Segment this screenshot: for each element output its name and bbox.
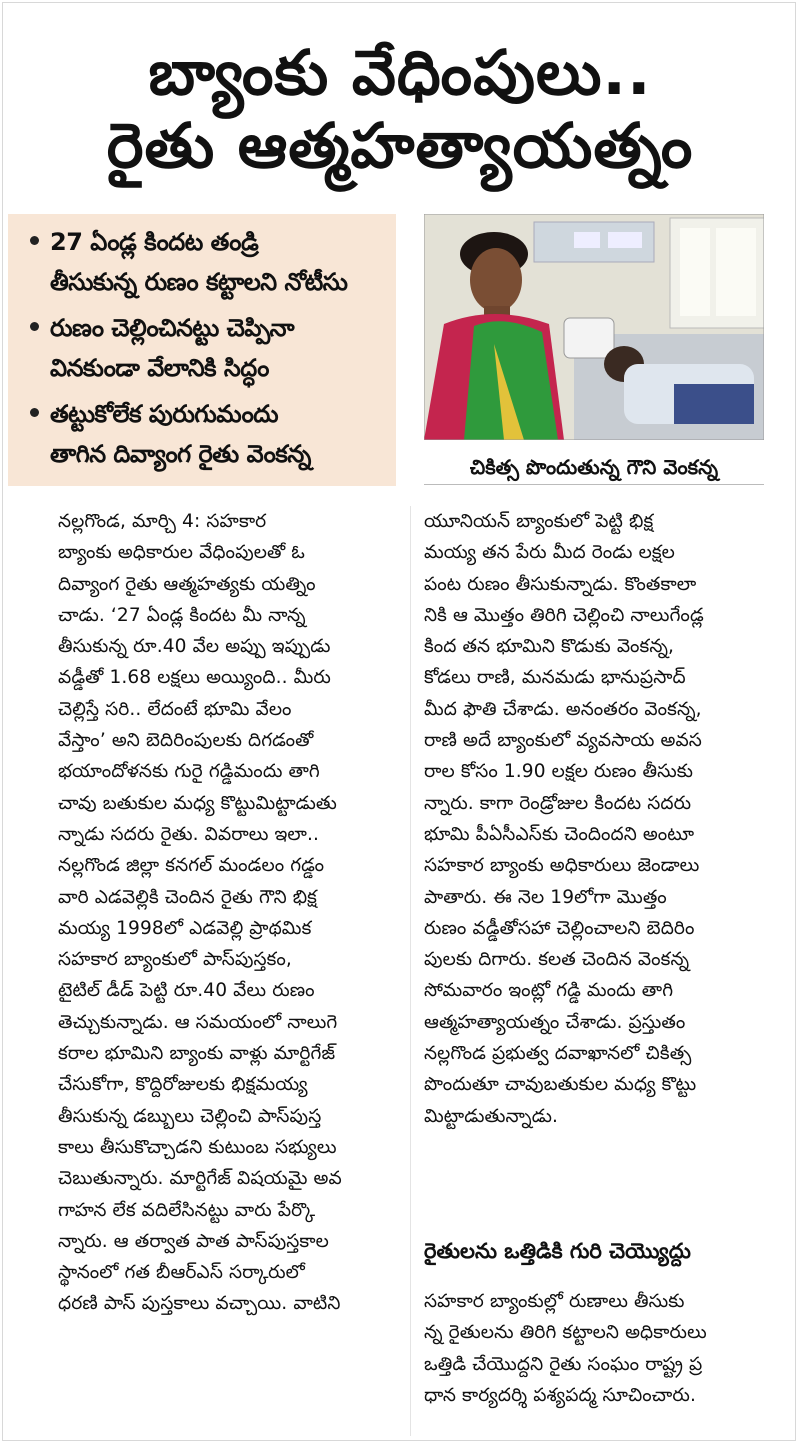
article-line: తెచ్చుకున్నాడు. ఆ సమయంలో నాలుగె — [58, 1011, 338, 1033]
article-line: చేసుకోగా, కొద్దిరోజులకు భిక్షమయ్య — [58, 1074, 308, 1096]
article-line: గాహన లేక వదిలేసినట్టు వారు పేర్కొ — [58, 1199, 316, 1221]
article-line: చావు బతుకుల మధ్య కొట్టుమిట్టాడుతు — [58, 792, 337, 814]
highlight-item — [30, 394, 386, 474]
article-line: సహకార బ్యాంకుల్లో రుణాలు తీసుకు — [424, 1291, 685, 1312]
article-line: న్నారు. కాగా రెండ్రోజుల కిందట సదరు — [424, 792, 692, 814]
article-right-column — [424, 506, 770, 1132]
article-line: రుణం వడ్డీతోసహా చెల్లించాలని బెదిరిం — [424, 917, 695, 939]
article-line: న్నాడు సదరు రైతు. వివరాలు ఇలా.. — [58, 823, 320, 845]
bullet-icon — [30, 236, 39, 245]
article-line: సహకార బ్యాంకు అధికారులు జెండాలు — [424, 855, 700, 877]
article-line: పాతారు. ఈ నెల 19లోగా మొత్తం — [424, 886, 667, 908]
article-line: భయాందోళనకు గురై గడ్డిమందు తాగి — [58, 761, 320, 783]
article-line: ఒత్తిడి చేయొద్దని రైతు సంఘం రాష్ట్ర ప్ర — [424, 1353, 703, 1375]
article-line: కింద తన భూమిని కొడుకు వెంకన్న, — [424, 636, 675, 658]
highlight-line: రుణం చెల్లించినట్టు చెప్పినా — [50, 314, 295, 342]
article-line: పంట రుణం తీసుకున్నాడు. కొంతకాలా — [424, 573, 697, 595]
article-line: న్న రైతులను తిరిగి కట్టాలని అధికారులు — [424, 1322, 707, 1344]
article-line: సోమవారం ఇంట్లో గడ్డి మందు తాగి — [424, 980, 674, 1002]
article-line: నల్లగొండ, మార్చి 4: సహకార — [58, 511, 267, 532]
article-line: ధాన కార్యదర్శి పశ్యపద్మ సూచించారు. — [424, 1384, 696, 1406]
article-line: దివ్యాంగ రైతు ఆత్మహత్యకు యత్నిం — [58, 573, 316, 595]
article-line: కాలు తీసుకొచ్చాడని కుటుంబ సభ్యులు — [58, 1136, 337, 1158]
highlight-line: 27 ఏండ్ల కిందట తండ్రి — [50, 228, 259, 256]
article-line: చాడు. ‘27 ఏండ్ల కిందట మీ నాన్న — [58, 604, 306, 626]
bullet-icon — [30, 322, 39, 331]
highlight-line: వినకుండా వేలానికి సిద్ధం — [50, 354, 269, 382]
highlight-item — [30, 308, 386, 388]
photo-caption: చికిత్స పొందుతున్న గౌని వెంకన్న — [424, 450, 764, 485]
article-line: మీద ఫౌతి చేశాడు. అనంతరం వెంకన్న, — [424, 698, 702, 720]
highlights-box — [8, 214, 396, 486]
highlight-line: తట్టుకోలేక పురుగుమందు — [50, 400, 279, 428]
article-line: స్థానంలో గత బీఆర్‌ఎస్ సర్కారులో — [58, 1262, 305, 1284]
highlight-item — [30, 222, 386, 302]
article-line: వడ్డీతో 1.68 లక్షలు అయ్యింది.. మీరు — [58, 667, 331, 689]
article-line: నికి ఆ మొత్తం తిరిగి చెల్లించి నాలుగేండ్ల — [424, 604, 704, 626]
article-line: మయ్య తన పేరు మీద రెండు లక్షల — [424, 542, 675, 564]
article-line: రాల కోసం 1.90 లక్షల రుణం తీసుకు — [424, 761, 693, 783]
article-line: బ్యాంకు అధికారుల వేధింపులతో ఓ — [58, 542, 305, 564]
article-line: ధరణి పాస్ పుస్తకాలు వచ్చాయి. వాటిని — [58, 1293, 341, 1315]
article-line: చెబుతున్నారు. మార్టిగేజ్ విషయమై అవ — [58, 1168, 342, 1190]
article-line: సహకార బ్యాంకులో పాస్‌పుస్తకం, — [58, 949, 292, 971]
article-line: వారి ఎడవెల్లికి చెందిన రైతు గౌని భిక్ష — [58, 886, 317, 908]
article-sub-paragraph — [424, 1286, 770, 1411]
article-line: భూమి పీఏసీఎస్‌కు చెందిందని అంటూ — [424, 823, 695, 845]
news-photo — [424, 214, 764, 440]
article-subheading: రైతులను ఒత్తిడికి గురి చెయ్యొద్దు — [424, 1239, 691, 1263]
article-line: వేస్తాం’ అని బెదిరింపులకు దిగడంతో — [58, 730, 314, 752]
highlight-line: తీసుకున్న రుణం కట్టాలని నోటీసు — [50, 268, 348, 296]
article-line: యూనియన్ బ్యాంకులో పెట్టి భిక్ష — [424, 511, 654, 532]
column-divider — [410, 506, 411, 1436]
bullet-icon — [30, 408, 39, 417]
article-left-column — [58, 506, 398, 1320]
article-line: నల్లగొండ జిల్లా కనగల్ మండలం గడ్డం — [58, 855, 325, 877]
article-line: చెల్లిస్తే సరి.. లేదంటే భూమి వేలం — [58, 698, 292, 720]
article-line: మయ్య 1998లో ఎడవెల్లి ప్రాథమిక — [58, 917, 312, 939]
article-line: కోడలు రాణి, మనమడు భానుప్రసాద్ — [424, 667, 686, 689]
article-line: పొందుతూ చావుబతుకుల మధ్య కొట్టు — [424, 1074, 697, 1096]
article-line: తీసుకున్న డబ్బులు చెల్లించి పాస్‌పుస్త — [58, 1105, 322, 1127]
article-line: మిట్టాడుతున్నాడు. — [424, 1105, 559, 1127]
article-line: ఆత్మహత్యాయత్నం చేశాడు. ప్రస్తుతం — [424, 1011, 686, 1033]
article-line: తీసుకున్న రూ.40 వేల అప్పు ఇప్పుడు — [58, 636, 331, 658]
highlight-line: తాగిన దివ్యాంగ రైతు వెంకన్న — [50, 440, 311, 468]
article-line: కరాల భూమిని బ్యాంకు వాళ్లు మార్టిగేజ్ — [58, 1043, 336, 1065]
headline-line-2: రైతు ఆత్మహత్యాయత్నం — [106, 109, 694, 182]
headline-line-1: బ్యాంకు వేధింపులు.. — [148, 36, 652, 109]
hospital-scene-illustration — [424, 214, 764, 440]
article-line: న్నారు. ఆ తర్వాత పాత పాస్‌పుస్తకాల — [58, 1230, 329, 1252]
article-line: టైటిల్ డీడ్ పెట్టి రూ.40 వేలు రుణం — [58, 980, 315, 1002]
article-line: పులకు దిగారు. కలత చెందిన వెంకన్న — [424, 949, 690, 971]
article-line: రాణి అదే బ్యాంకులో వ్యవసాయ అవస — [424, 730, 702, 752]
article-line: నల్లగొండ ప్రభుత్వ దవాఖానలో చికిత్స — [424, 1043, 692, 1065]
